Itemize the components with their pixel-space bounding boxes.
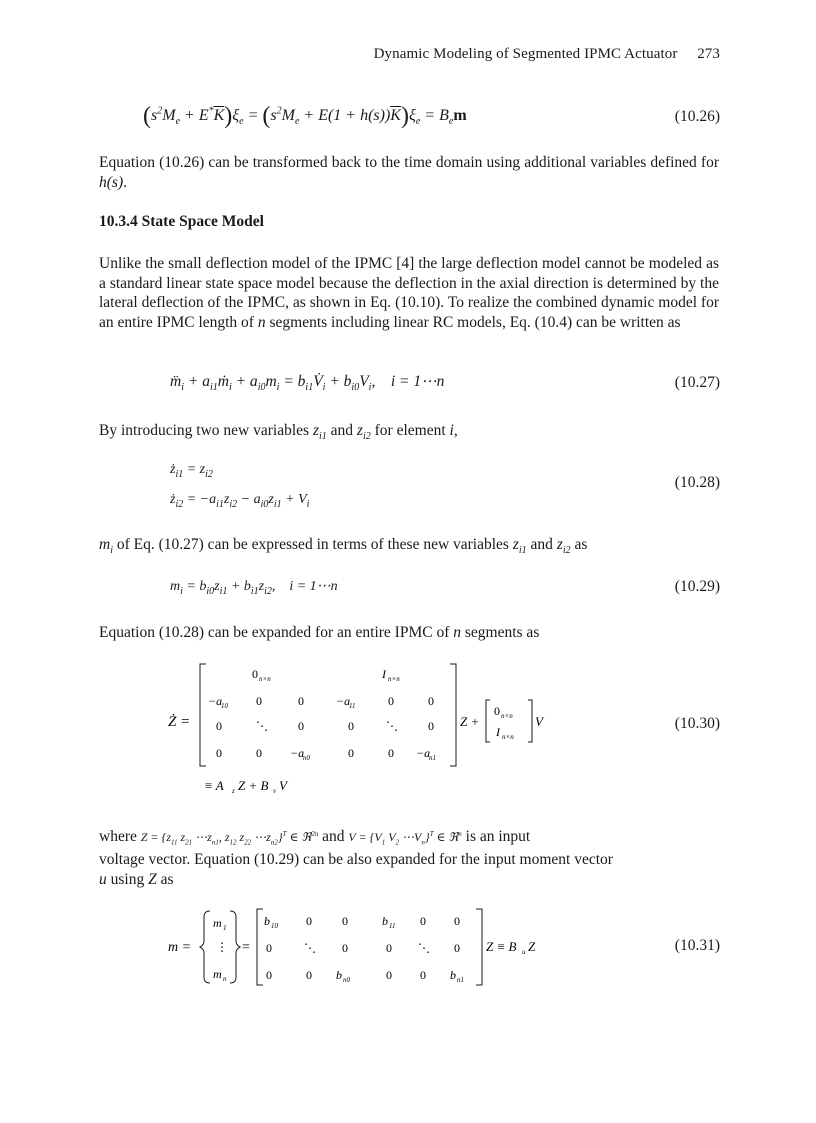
svg-text:0: 0 bbox=[256, 746, 262, 760]
paragraph-2 bbox=[99, 254, 719, 332]
svg-text:11: 11 bbox=[349, 702, 356, 710]
svg-text:0: 0 bbox=[266, 968, 272, 982]
paragraph-1-end: . bbox=[123, 173, 127, 191]
svg-text:0: 0 bbox=[428, 719, 434, 733]
svg-text:V: V bbox=[279, 778, 287, 793]
svg-text:Ż =: Ż = bbox=[168, 714, 191, 730]
paragraph-1-hs: h(s) bbox=[99, 173, 124, 191]
paragraph-7-text: voltage vector. Equation (10.29) can be also expanded for the input moment vector bbox=[99, 851, 613, 868]
svg-text:0: 0 bbox=[428, 694, 434, 708]
equation-10-27: $m̈_i$ + $a_{i1}ṁ_i + a_{i0}m_i$ = $b_{i1}V̇_i + b_{i0}V_i$, i = 1⋯n bbox=[170, 373, 445, 394]
svg-text:V: V bbox=[535, 714, 543, 729]
svg-text:b: b bbox=[336, 968, 342, 982]
paragraph-3-text-b: for element bbox=[370, 422, 450, 439]
svg-text:I: I bbox=[496, 725, 500, 739]
paragraph-7-u: u bbox=[99, 870, 107, 888]
svg-text:m: m bbox=[213, 916, 222, 930]
svg-text:0: 0 bbox=[298, 719, 304, 733]
svg-text:0: 0 bbox=[306, 914, 312, 928]
svg-text:0: 0 bbox=[256, 694, 262, 708]
equation-10-26: $(s^2M_e + E^*\overline{K})\xi_e = (s^2M_e + E(1 + h(s))\overline{K})\xi_e = B_em$ bbox=[143, 103, 467, 129]
svg-text:−a: −a bbox=[336, 694, 351, 708]
paragraph-4-end: as bbox=[570, 536, 588, 553]
page-number: 273 bbox=[697, 46, 720, 62]
paragraph-6-and: and bbox=[322, 828, 345, 845]
section-heading: 10.3.4 State Space Model bbox=[99, 213, 264, 230]
svg-text:0: 0 bbox=[306, 968, 312, 982]
equation-number-10-27: (10.27) bbox=[674, 374, 720, 391]
running-title: Dynamic Modeling of Segmented IPMC Actuator bbox=[373, 46, 678, 62]
svg-text:n×n: n×n bbox=[501, 712, 513, 720]
svg-text:0: 0 bbox=[342, 941, 348, 955]
paragraph-4-and: and bbox=[526, 536, 557, 553]
paragraph-3-end: , bbox=[453, 422, 458, 439]
svg-text:z: z bbox=[232, 787, 235, 795]
svg-text:0: 0 bbox=[454, 914, 460, 928]
paragraph-6-where: where bbox=[99, 828, 137, 845]
svg-text:n×n: n×n bbox=[502, 733, 514, 741]
svg-text:b: b bbox=[382, 914, 388, 928]
svg-text:n×n: n×n bbox=[388, 675, 400, 683]
svg-text:⋮: ⋮ bbox=[216, 940, 228, 954]
paragraph-2-n: n bbox=[257, 313, 266, 331]
svg-text:0: 0 bbox=[266, 941, 272, 955]
equation-number-10-26: (10.26) bbox=[674, 108, 720, 125]
svg-text:I: I bbox=[382, 667, 386, 681]
svg-text:0: 0 bbox=[420, 914, 426, 928]
svg-text:0: 0 bbox=[348, 746, 354, 760]
svg-text:≡ A: ≡ A bbox=[204, 778, 224, 793]
svg-text:0: 0 bbox=[494, 704, 500, 718]
svg-text:0: 0 bbox=[420, 968, 426, 982]
equation-10-28-line-2: $ż_{i2} = -a_{i1}z_{i2} - a_{i0}z_{i1} + V_i$ bbox=[170, 492, 310, 510]
svg-text:10: 10 bbox=[271, 922, 278, 930]
svg-text:m: m bbox=[213, 967, 222, 981]
svg-text:Z +: Z + bbox=[460, 714, 480, 729]
paragraph-3-i: i bbox=[449, 422, 454, 439]
svg-text:0: 0 bbox=[252, 667, 258, 681]
svg-text:b: b bbox=[264, 914, 270, 928]
svg-text:0: 0 bbox=[298, 694, 304, 708]
svg-text:Z: Z bbox=[528, 939, 536, 954]
paragraph-4: $m_i$ of Eq. (10.27) can be expressed in terms of these new variables $z_{i1}$ and $z_{i2}$ as bbox=[99, 536, 588, 557]
paragraph-5-end: segments as bbox=[461, 624, 540, 641]
paragraph-7 bbox=[99, 850, 719, 889]
equation-number-10-29: (10.29) bbox=[674, 578, 720, 595]
paragraph-3-and: and bbox=[326, 422, 357, 439]
paragraph-5-text: Equation (10.28) can be expanded for an entire IPMC of bbox=[99, 624, 454, 641]
paragraph-6: where $Z = \{z_{11}$ $z_{21}$ $\cdots z_{n1}$, $z_{12}$ $z_{22}$ $\cdots z_{n2}\}^T$ ∈ ℜ$^{2n}$ and $V = \{V_1$ $V_2$ $\cdots V_n\}^T$ ∈ ℜ$^n$ is an input bbox=[99, 828, 531, 847]
svg-text:−a: −a bbox=[208, 694, 223, 708]
svg-text:0: 0 bbox=[348, 719, 354, 733]
paragraph-7-using: using bbox=[106, 870, 149, 888]
svg-text:0: 0 bbox=[388, 746, 394, 760]
paragraph-7-end: as bbox=[156, 870, 174, 888]
svg-text:0: 0 bbox=[216, 746, 222, 760]
svg-text:0: 0 bbox=[454, 941, 460, 955]
paragraph-1 bbox=[99, 153, 719, 192]
svg-text:Z + B: Z + B bbox=[238, 778, 269, 793]
svg-text:n0: n0 bbox=[343, 976, 350, 984]
paragraph-3-text: By introducing two new variables bbox=[99, 422, 313, 439]
svg-text:n: n bbox=[223, 975, 227, 983]
paragraph-2-end: segments including linear RC models, Eq. (10.4) can be written as bbox=[265, 313, 681, 331]
svg-text:−a: −a bbox=[416, 746, 431, 760]
paragraph-2-text: Unlike the small deflection model of the IPMC [4] the large deflection model cannot be modeled as a standard linear state space model because the deflection in the axial direction is determined by the lateral deflection of the IPMC, as shown in Eq. (10.10). To realize the combined dynamic model for an entire IPMC length of bbox=[99, 255, 719, 331]
paragraph-7-z: Z bbox=[148, 870, 157, 888]
paragraph-5-n: n bbox=[453, 624, 461, 641]
svg-text:0: 0 bbox=[216, 719, 222, 733]
svg-text:Z ≡ B: Z ≡ B bbox=[486, 939, 517, 954]
paragraph-1-text: Equation (10.26) can be transformed back to the time domain using additional variables defined for bbox=[99, 154, 719, 171]
svg-text:⋱: ⋱ bbox=[304, 941, 316, 955]
equation-10-29: $m_i = b_{i0}z_{i1} + b_{i1}z_{i2}$, i = 1⋯n bbox=[170, 579, 338, 597]
paragraph-6-input: is an input bbox=[465, 828, 531, 845]
paragraph-5 bbox=[99, 623, 719, 643]
svg-text:⋱: ⋱ bbox=[256, 719, 268, 733]
paragraph-4-text: of Eq. (10.27) can be expressed in terms of these new variables bbox=[112, 536, 513, 553]
svg-text:⋱: ⋱ bbox=[386, 719, 398, 733]
svg-text:=: = bbox=[242, 940, 250, 955]
running-header bbox=[374, 46, 720, 63]
equation-number-10-28: (10.28) bbox=[674, 474, 720, 491]
svg-text:0: 0 bbox=[388, 694, 394, 708]
svg-text:m =: m = bbox=[168, 940, 192, 955]
svg-text:n1: n1 bbox=[429, 754, 436, 762]
svg-text:0: 0 bbox=[386, 941, 392, 955]
svg-text:10: 10 bbox=[221, 702, 228, 710]
svg-text:v: v bbox=[273, 787, 277, 795]
svg-text:11: 11 bbox=[389, 922, 396, 930]
svg-text:n0: n0 bbox=[303, 754, 310, 762]
svg-text:⋱: ⋱ bbox=[418, 941, 430, 955]
paragraph-3: By introducing two new variables $z_{i1}$ and $z_{i2}$ for element i, bbox=[99, 422, 458, 443]
svg-text:n1: n1 bbox=[457, 976, 464, 984]
equation-10-30 bbox=[160, 660, 560, 810]
equation-10-28-line-1: $ż_{i1} = z_{i2}$ bbox=[170, 462, 213, 480]
svg-text:1: 1 bbox=[223, 924, 227, 932]
svg-text:0: 0 bbox=[342, 914, 348, 928]
equation-number-10-31: (10.31) bbox=[674, 937, 720, 954]
svg-text:n×n: n×n bbox=[259, 675, 271, 683]
svg-text:0: 0 bbox=[386, 968, 392, 982]
svg-text:−a: −a bbox=[290, 746, 305, 760]
equation-10-31 bbox=[160, 905, 560, 995]
svg-text:b: b bbox=[450, 968, 456, 982]
svg-text:u: u bbox=[522, 948, 526, 956]
equation-number-10-30: (10.30) bbox=[674, 715, 720, 732]
